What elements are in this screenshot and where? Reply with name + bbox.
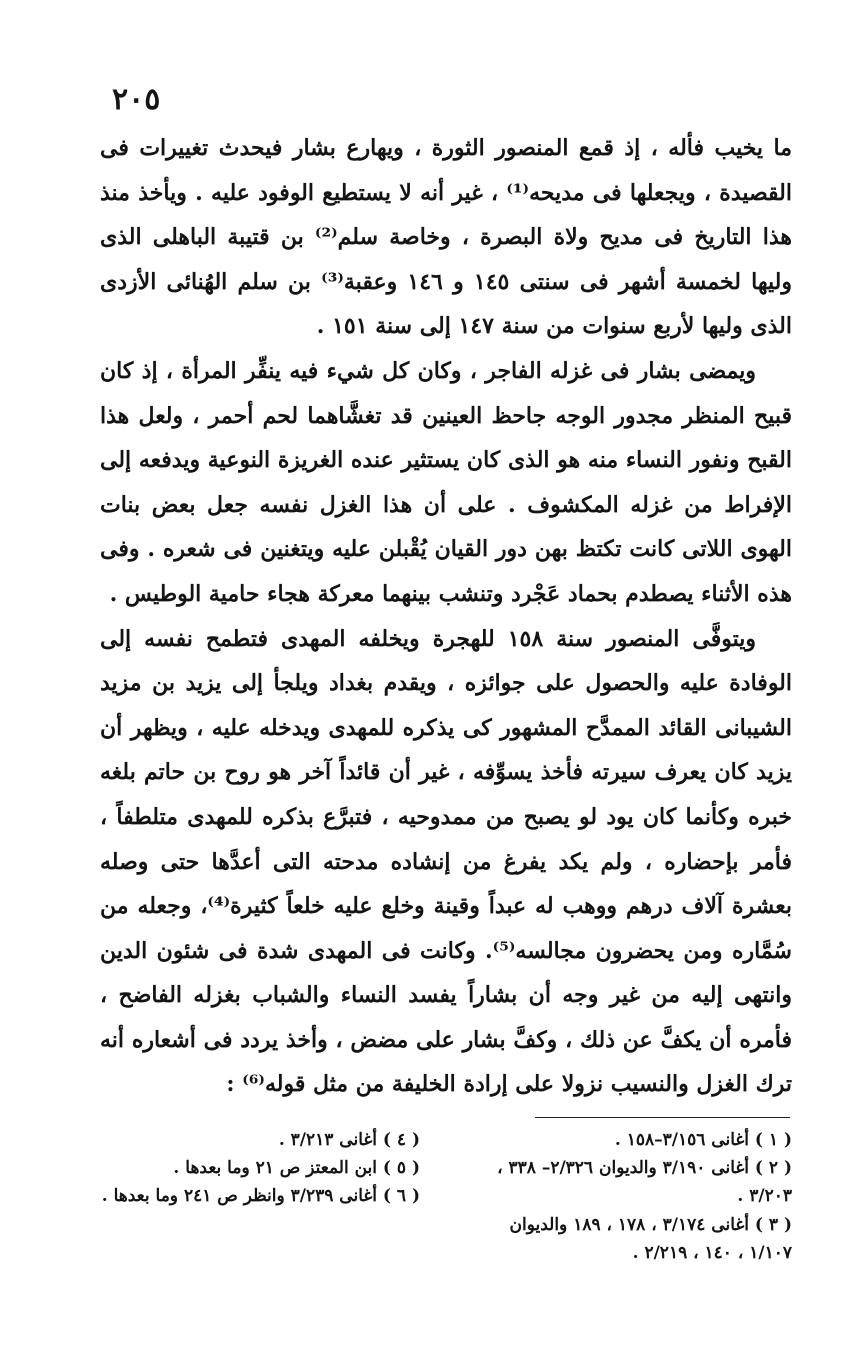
paragraph-3: ويتوفَّى المنصور سنة ١٥٨ للهجرة ويخلفه المهدى فتطمح نفسه إلى الوفادة عليه والحصول على جوائزه ، ويقدم بغداد ويلجأ إلى يزيد بن مزيد الشيبانى القائد الممدَّح المشهور كى يذكره للمهدى ويدخله عليه ، ويظهر أن يزيد كان يعرف سيرته فأخذ يسوِّفه ، غير أن قائداً آخر هو روح بن حاتم بلغه خبره وكأنما كان يود لو يصبح من ممدوحيه ، فتبرَّع بذكره للمهدى متلطفاً ، فأمر بإحضاره ، ولم يكد يفرغ من إنشاده مدحته التى أعدَّها حتى وصله بعشرة آلاف درهم ووهب له عبداً وقينة وخلع عليه خلعاً كثيرة⁽⁴⁾، وجعله من سُمَّاره ومن يحضرون مجالسه⁽⁵⁾. وكانت فى المهدى شدة فى شئون الدين وانتهى إليه من غير وجه أن بشاراً يفسد النساء والشباب بغزله الفاضح ، فأمره أن يكفَّ عن ذلك ، وكفَّ بشار على مضض ، وأخذ يردد فى أشعاره أنه ترك الغزل والنسيب نزولا على إرادة الخليفة من مثل قوله⁽⁶⁾ : (100, 625, 792, 1098)
paragraph-2: ويمضى بشار فى غزله الفاجر ، وكان كل شيء فيه ينفِّر المرأة ، إذ كان قبيح المنظر مجدور الوجه جاحظ العينين قد تغشَّاهما لحم أحمر ، ولعل هذا القبح ونفور النساء منه هو الذى كان يستثير عنده الغريزة النوعية ويدفعه إلى الإفراط من غزله المكشوف . على أن هذا الغزل نفسه جعل بعض بنات الهوى اللاتى كانت تكتظ بهن دور القيان يُقْبلن عليه ويتغنين فى شعره . وفى هذه الأثناء يصطدم بحماد عَجْرد وتنشب بينهما معركة هجاء حامية الوطيس . (100, 357, 792, 607)
footnote-5: ( ٥ ) ابن المعتز ص ٢١ وما بعدها . (173, 1158, 420, 1179)
footnote-divider (535, 1117, 790, 1118)
footnotes-left-column (100, 1126, 420, 1211)
footnotes-right-column (492, 1126, 792, 1267)
paragraph-1: ما يخيب فأله ، إذ قمع المنصور الثورة ، ويهارع بشار فيحدث تغييرات فى القصيدة ، ويجعلها فى مديحه⁽¹⁾ ، غير أنه لا يستطيع الوفود عليه . ويأخذ منذ هذا التاريخ فى مديح ولاة البصرة ، وخاصة سلم⁽²⁾ بن قتيبة الباهلى الذى وليها لخمسة أشهر فى سنتى ١٤٥ و ١٤٦ وعقبة⁽³⁾ بن سلم الهُنائى الأزدى الذى وليها لأربع سنوات من سنة ١٤٧ إلى سنة ١٥١ . (100, 135, 792, 340)
footnote-2: ( ٢ ) أغانى ٣/١٩٠ والديوان ٢/٣٢٦– ٣٣٨ ، ٣/٢٠٣ . (497, 1158, 792, 1207)
footnote-1: ( ١ ) أغانى ٣/١٥٦–١٥٨ . (614, 1130, 792, 1150)
body-text (100, 126, 792, 1107)
footnote-6: ( ٦ ) أغانى ٣/٢٣٩ وانظر ص ٢٤١ وما بعدها . (101, 1186, 420, 1207)
footnote-4: ( ٤ ) أغانى ٣/٢١٣ . (278, 1130, 420, 1150)
page-number: ٢٠٥ (112, 82, 161, 117)
footnote-3: ( ٣ ) أغانى ٣/١٧٤ ، ١٧٨ ، ١٨٩ والديوان ١/١٠٧ ، ١٤٠ ، ٢/٢١٩ . (509, 1214, 792, 1263)
